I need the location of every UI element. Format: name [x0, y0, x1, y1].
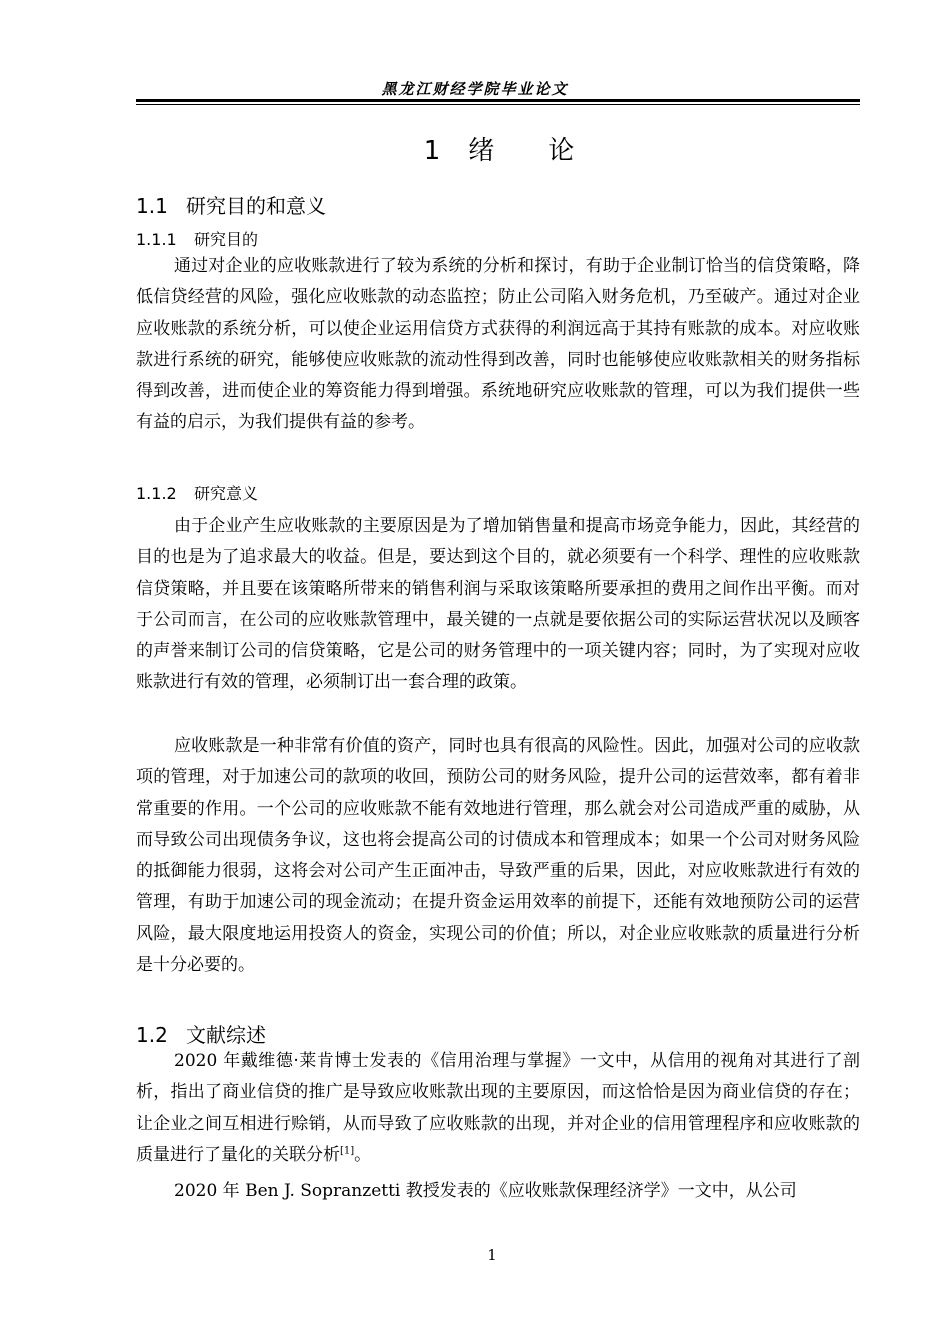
chapter-title-char-2: 论: [548, 136, 577, 166]
subsection-heading-1-1-1: [136, 227, 258, 250]
chapter-title-char-1: 绪: [468, 136, 497, 166]
subsection-title: 研究目的: [194, 230, 259, 249]
section-title: 研究目的和意义: [186, 194, 326, 218]
chapter-title: [0, 130, 950, 167]
subsection-title: 研究意义: [194, 484, 259, 503]
running-header: 黑龙江财经学院毕业论文: [381, 80, 569, 98]
subsection-number: 1.1.1: [136, 230, 177, 249]
header-rule-thin: [136, 104, 860, 105]
paragraph-text: 2020 年戴维德·莱肯博士发表的《信用治理与掌握》一文中，从信用的视角对其进行了剖析，指出了商业信贷的推广是导致应收账款出现的主要原因，而这恰恰是因为商业信贷的存在；让企业之间互相进行赊销，从而导致了应收账款的出现，并对企业的信用管理程序和应收账款的质量进行了量化的关联分析: [136, 1051, 860, 1165]
header-rule-thick: [136, 99, 860, 102]
page-number: 1: [487, 1246, 497, 1264]
chapter-number: 1: [423, 136, 443, 166]
paragraph-research-purpose: 通过对企业的应收账款进行了较为系统的分析和探讨，有助于企业制订恰当的信贷策略，降低信贷经营的风险，强化应收账款的动态监控；防止公司陷入财务危机，乃至破产。通过对企业应收账款的系统分析，可以使企业运用信贷方式获得的利润远高于其持有账款的成本。对应收账款进行系统的研究，能够使应收账款的流动性得到改善，同时也能够使应收账款相关的财务指标得到改善，进而使企业的筹资能力得到增强。系统地研究应收账款的管理，可以为我们提供一些有益的启示，为我们提供有益的参考。: [136, 256, 860, 433]
paragraph-research-significance-1: 由于企业产生应收账款的主要原因是为了增加销售量和提高市场竞争能力，因此，其经营的目的也是为了追求最大的收益。但是，要达到这个目的，就必须要有一个科学、理性的应收账款信贷策略，并且要在该策略所带来的销售利润与采取该策略所要承担的费用之间作出平衡。而对于公司而言，在公司的应收账款管理中，最关键的一点就是要依据公司的实际运营状况以及顾客的声誉来制订公司的信贷策略，它是公司的财务管理中的一项关键内容；同时，为了实现对应收账款进行有效的管理，必须制订出一套合理的政策。: [136, 516, 860, 693]
paragraph-literature-2: 2020 年 Ben J. Sopranzetti 教授发表的《应收账款保理经济学》一文中，从公司: [174, 1181, 797, 1201]
citation-marker: [1]: [340, 1145, 355, 1157]
section-heading-1-1: [136, 190, 326, 219]
section-number: 1.2: [136, 1023, 168, 1047]
paragraph-literature-1: [136, 1046, 860, 1171]
section-title: 文献综述: [186, 1023, 266, 1047]
subsection-heading-1-1-2: [136, 481, 258, 504]
paragraph-end: 。: [354, 1144, 372, 1165]
section-number: 1.1: [136, 194, 168, 218]
subsection-number: 1.1.2: [136, 484, 177, 503]
section-heading-1-2: [136, 1019, 266, 1048]
paragraph-research-significance-2: 应收账款是一种非常有价值的资产，同时也具有很高的风险性。因此，加强对公司的应收款项的管理，对于加速公司的款项的收回，预防公司的财务风险，提升公司的运营效率，都有着非常重要的作用。一个公司的应收账款不能有效地进行管理，那么就会对公司造成严重的威胁，从而导致公司出现债务争议，这也将会提高公司的讨债成本和管理成本；如果一个公司对财务风险的抵御能力很弱，这将会对公司产生正面冲击，导致严重的后果，因此，对应收账款进行有效的管理，有助于加速公司的现金流动；在提升资金运用效率的前提下，还能有效地预防公司的运营风险，最大限度地运用投资人的资金，实现公司的价值；所以，对企业应收账款的质量进行分析是十分必要的。: [136, 736, 860, 976]
